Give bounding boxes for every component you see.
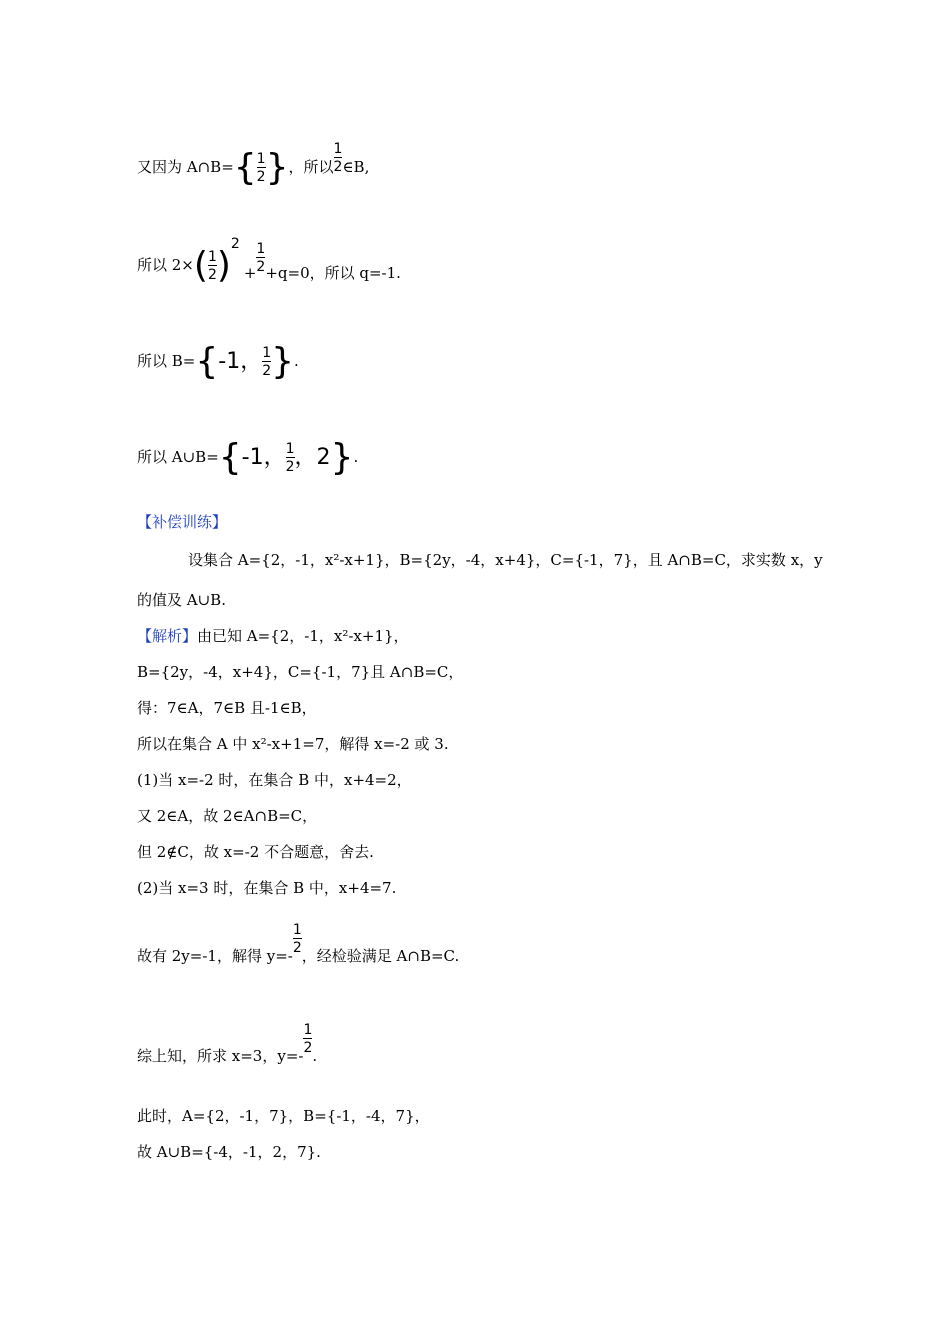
text-prefix: 故有 2y=-1，解得 y=-: [137, 947, 293, 965]
text-prefix: 所以 A∪B=: [137, 448, 219, 466]
fraction-half: $\frac{1}{2}$: [207, 249, 217, 283]
analysis-line-7: 但 2∉C，故 x=-2 不合题意，舍去.: [137, 843, 374, 861]
section-heading: 【补偿训练】: [137, 513, 228, 531]
line-union: [137, 437, 359, 478]
text-suffix: .: [353, 448, 359, 466]
analysis-line-8: (2)当 x=3 时，在集合 B 中，x+4=7.: [137, 879, 397, 897]
problem-line-2: 的值及 A∪B.: [137, 591, 226, 609]
fraction-half: $\frac{1}{2}$: [262, 345, 272, 379]
fraction-half: $\frac{1}{2}$: [303, 1022, 313, 1056]
analysis-line-10: [137, 1022, 318, 1074]
brace-left: {: [195, 341, 219, 382]
set-elements-tail: ，2: [294, 445, 331, 470]
analysis-line-1: [137, 626, 409, 646]
fraction-half: $\frac{1}{2}$: [285, 441, 295, 475]
text-suffix: .: [312, 1047, 318, 1065]
line-solve-q: [137, 236, 401, 286]
analysis-line-2: B={2y，-4，x+4}，C={-1，7}且 A∩B=C，: [137, 663, 464, 681]
brace-right: }: [271, 341, 295, 382]
brace-right: }: [330, 437, 354, 478]
analysis-tag: 【解析】: [137, 627, 198, 645]
text-mid: ，所以: [288, 158, 334, 176]
text-suffix: .: [294, 352, 299, 370]
text-prefix: 所以 B=: [137, 352, 196, 370]
line-intersection-half: [137, 141, 370, 188]
fraction-half: $\frac{1}{2}$: [292, 922, 302, 956]
analysis-line-12: 故 A∪B={-4，-1，2，7}.: [137, 1143, 321, 1161]
plus-sign: +: [243, 264, 257, 282]
analysis-line-11: 此时，A={2，-1，7}，B={-1，-4，7}，: [137, 1107, 430, 1125]
paren-left: (: [193, 245, 208, 286]
analysis-line-6: 又 2∈A，故 2∈A∩B=C，: [137, 807, 318, 825]
text-suffix: ，经检验满足 A∩B=C.: [301, 947, 460, 965]
text-prefix: 又因为 A∩B=: [137, 158, 234, 176]
text-prefix: 所以 2×: [137, 256, 194, 274]
analysis-line-5: (1)当 x=-2 时，在集合 B 中，x+4=2，: [137, 771, 412, 789]
text-suffix: +q=0，所以 q=-1.: [265, 264, 401, 282]
set-elements: -1，: [218, 349, 263, 374]
set-elements: -1，: [241, 445, 286, 470]
brace-left: {: [233, 147, 257, 188]
analysis-line-4: 所以在集合 A 中 x²-x+1=7，解得 x=-2 或 3.: [137, 735, 449, 753]
fraction-half-2: $\frac{1}{2}$: [256, 241, 266, 275]
analysis-text: 由已知 A={2，-1，x²-x+1}，: [197, 627, 409, 645]
exponent: 2: [230, 236, 240, 252]
problem-line-1: 设集合 A={2，-1，x²-x+1}，B={2y，-4，x+4}，C={-1，7}，且 A∩B=C，求实数 x，y: [188, 551, 823, 569]
analysis-line-3: 得：7∈A，7∈B 且-1∈B，: [137, 699, 317, 717]
line-set-b: [137, 341, 299, 382]
fraction-half: $\frac{1}{2}$: [256, 151, 266, 185]
text-suffix: ∈B,: [342, 158, 370, 176]
text-prefix: 综上知，所求 x=3，y=-: [137, 1047, 304, 1065]
analysis-line-9: [137, 922, 460, 974]
paren-right: ): [216, 245, 231, 286]
fraction-half-2: $\frac{1}{2}$: [333, 141, 343, 175]
brace-right: }: [265, 147, 289, 188]
brace-left: {: [218, 437, 242, 478]
